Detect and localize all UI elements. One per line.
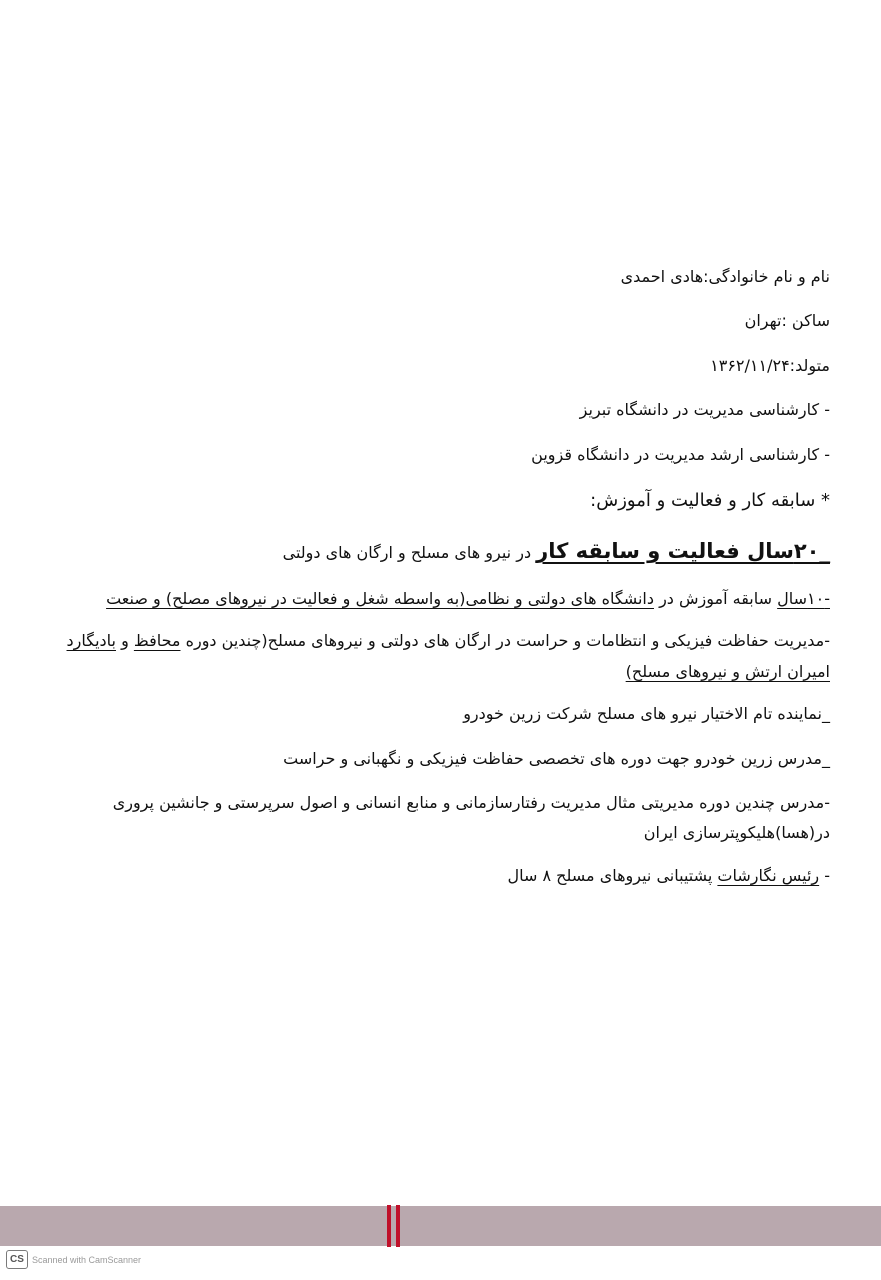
instructor-zarin-line: _مدرس زرین خودرو جهت دوره های تخصصی حفاظت فیزیکی و نگهبانی و حراست xyxy=(283,748,830,768)
residence-line: ساکن :تهران xyxy=(744,311,830,331)
bodyguard-generals-text: بادیگارد امیران ارتش و نیروهای مسلح) xyxy=(66,631,830,681)
security-management-text: -مدیریت حفاظت فیزیکی و انتظامات و حراست در ارگان های دولتی و نیروهای مسلح(چندین دوره xyxy=(180,631,830,651)
head-of-writings-line xyxy=(60,861,830,891)
birth-date-line: متولد:۱۳۶۲/۱۱/۲۴ xyxy=(710,355,830,375)
footer-mark-left xyxy=(387,1205,391,1247)
name-line: نام و نام خانوادگی:هادی احمدی xyxy=(620,267,830,286)
work-history-heading: * سابقه کار و فعالیت و آموزش: xyxy=(590,489,830,511)
representative-line: _نماینده تام الاختیار نیرو های مسلح شرکت زرین خودرو xyxy=(463,704,830,724)
experience-20-years xyxy=(60,532,830,572)
education-master: - کارشناسی ارشد مدیریت در دانشگاه قزوین xyxy=(531,444,830,464)
experience-20-rest: در نیرو های مسلح و ارگان های دولتی xyxy=(282,543,537,563)
camscanner-logo-icon: CS xyxy=(6,1250,28,1269)
education-bachelor: - کارشناسی مدیریت در دانشگاه تبریز xyxy=(579,400,830,420)
head-of-writings-rest: پشتیبانی نیروهای مسلح ۸ سال xyxy=(507,865,718,885)
teaching-10-prefix: -۱۰سال xyxy=(777,589,830,609)
head-of-writings-prefix: - xyxy=(819,865,830,885)
footer-mark-right xyxy=(396,1205,400,1247)
management-instructor-line: -مدرس چندین دوره مدیریتی مثال مدیریت رفتارسازمانی و منابع انسانی و اصول سرپرستی و جانشین پروری در(هسا)هلیکوپترسازی ایران xyxy=(112,792,830,843)
experience-20-prefix: _ xyxy=(819,539,830,564)
teaching-10-middle: سابقه آموزش در xyxy=(653,589,778,609)
camscanner-text: Scanned with CamScanner xyxy=(32,1254,142,1265)
footer-bar xyxy=(0,1206,881,1246)
camscanner-badge xyxy=(6,1250,141,1269)
resume-content xyxy=(60,262,830,891)
bodyguard-text: محافظ xyxy=(133,631,181,651)
teaching-10-years xyxy=(60,584,830,614)
teaching-10-rest: دانشگاه های دولتی و نظامی(به واسطه شغل و فعالیت در نیروهای مصلح) و صنعت xyxy=(106,589,654,609)
experience-20-emphasis: ۲۰سال فعالیت و سابقه کار xyxy=(536,539,820,564)
head-of-writings-title: رئیس نگارشات xyxy=(717,865,820,885)
security-management-line xyxy=(60,626,830,687)
connector-text: و xyxy=(115,631,134,651)
